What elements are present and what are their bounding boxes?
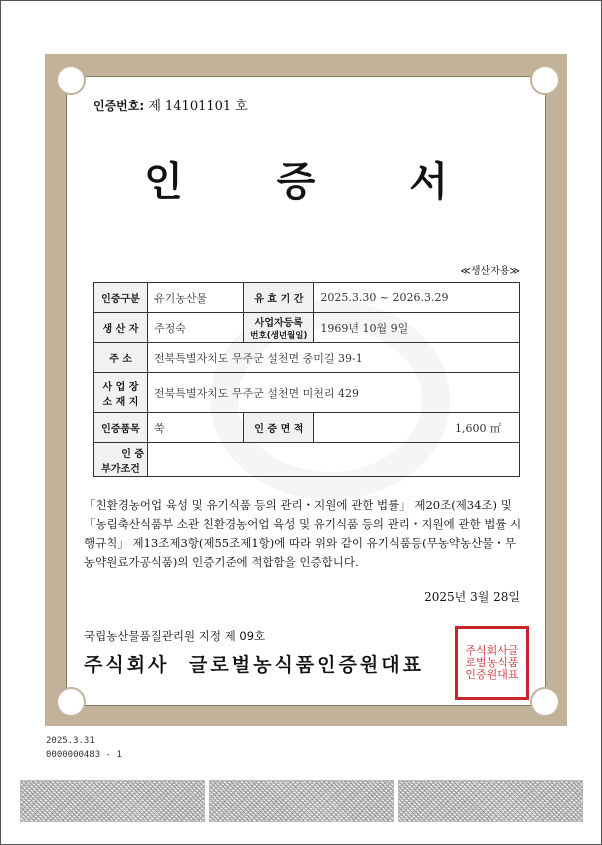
issuer-name: 주식회사 글로벌농식품인증원대표 — [84, 654, 424, 676]
certificate-number-label: 인증번호: — [93, 99, 145, 113]
cert-type-value: 유기농산물 — [148, 283, 244, 313]
conditions-label — [94, 443, 148, 477]
frame-corner-ornament — [56, 65, 86, 95]
table-row — [94, 373, 520, 413]
table-row — [94, 443, 520, 477]
reg-no-value: 1969년 10월 9일 — [314, 313, 520, 343]
designating-agency: 국립농산물품질관리원 지정 제 09호 — [84, 629, 266, 643]
cert-type-label: 인증구분 — [94, 283, 148, 313]
page-title: 인 증 서 — [144, 159, 488, 205]
certificate-type-label: ≪생산자용≫ — [460, 266, 520, 277]
security-pattern — [398, 780, 583, 822]
frame-corner-ornament — [530, 65, 560, 95]
area-label: 인 증 면 적 — [244, 413, 314, 443]
item-value: 쑥 — [148, 413, 244, 443]
site-label-line2: 소 재 지 — [102, 396, 139, 408]
item-label: 인증품목 — [94, 413, 148, 443]
table-row — [94, 283, 520, 313]
certificate-number — [93, 95, 248, 114]
site-value: 전북특별자치도 무주군 설천면 미천리 429 — [148, 373, 520, 413]
security-pattern — [20, 780, 205, 822]
producer-value: 주정숙 — [148, 313, 244, 343]
site-label — [94, 373, 148, 413]
issue-date: 2025년 3월 28일 — [424, 590, 520, 604]
footer-info — [46, 734, 122, 762]
conditions-label-line2: 부가조건 — [101, 463, 140, 475]
frame-corner-ornament — [56, 687, 86, 717]
address-value: 전북특별자치도 무주군 설천면 중미길 39-1 — [148, 343, 520, 373]
reg-no-label-line2: 번호(생년월일) — [250, 331, 308, 341]
table-row — [94, 313, 520, 343]
validity-label: 유 효 기 간 — [244, 283, 314, 313]
footer-serial: 0000000483 - 1 — [46, 750, 122, 760]
conditions-value — [148, 443, 520, 477]
table-row — [94, 343, 520, 373]
certification-statement: 「친환경농어업 육성 및 유기식품 등의 관리・지원에 관한 법률」 제20조(제34조) 및 「농림축산식품부 소관 친환경농어업 육성 및 유기식품 등의 관리・지원에 관한 법률 시행규칙」 제13조제3항(제55조제1항)에 따라 위와 같이 유기식품등(무농약농산물・무농약원료가공식품)의 인증기준에 적합함을 인증합니다. — [84, 498, 522, 569]
official-seal: 주식회사글로벌농식품인증원대표 — [455, 626, 529, 700]
validity-value: 2025.3.30 ~ 2026.3.29 — [314, 283, 520, 313]
conditions-label-line1: 인 증 — [121, 448, 144, 460]
reg-no-label-line1: 사업자등록 — [254, 318, 303, 329]
address-label: 주 소 — [94, 343, 148, 373]
security-pattern — [209, 780, 394, 822]
site-label-line1: 사 업 장 — [102, 381, 139, 393]
frame-corner-ornament — [530, 687, 560, 717]
footer-date: 2025.3.31 — [46, 736, 95, 746]
producer-label: 생 산 자 — [94, 313, 148, 343]
area-value: 1,600 ㎡ — [314, 413, 520, 443]
reg-no-label — [244, 313, 314, 343]
certificate-info-table — [93, 282, 520, 477]
certificate-number-value: 제 14101101 호 — [148, 99, 248, 114]
table-row — [94, 413, 520, 443]
